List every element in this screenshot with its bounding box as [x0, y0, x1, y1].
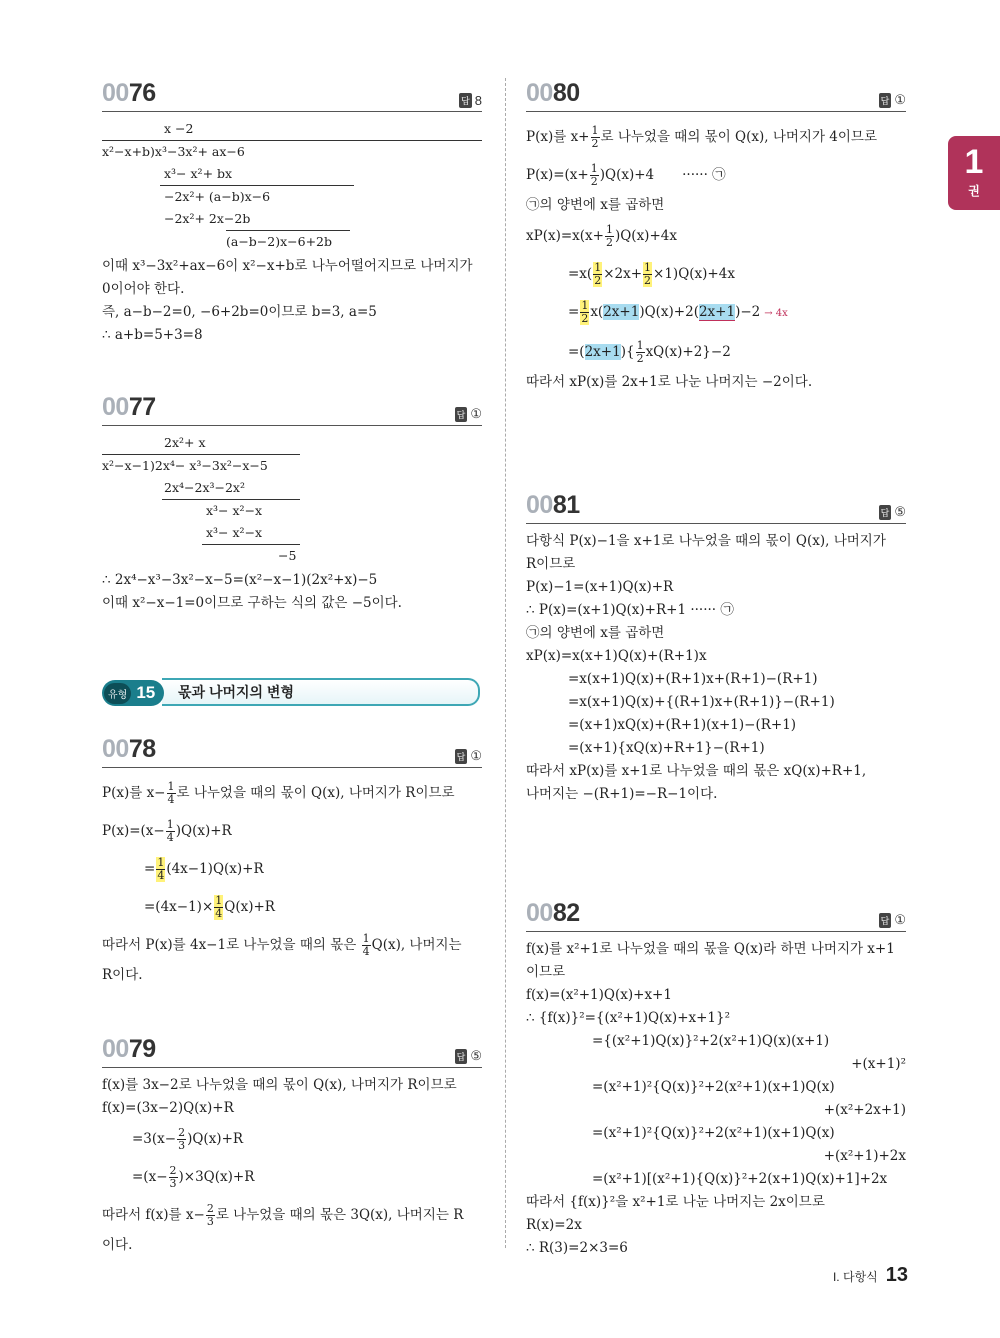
answer-tag: 답 ①: [456, 748, 482, 763]
problem-number: 0080: [526, 79, 580, 107]
problem-number: 0077: [102, 393, 156, 421]
solution-text: P(x)를 x− $\frac{1}{4}$ 로 나누었을 때의 몫이 Q(x), 나머지가 R이므로 P(x)=(x− $\frac{1}{4}$ )Q(x)+R = $\frac{1}{4}$ (4x−1)Q(x)+R =(4x−1)× $\frac{1}{4}$ Q(x)+R 따라서 P(x)를 4x−1로 나누었을 때의 몫은 $\frac{1}{4}$ Q(x), 나머지는 R이다.: [102, 780, 462, 983]
problem-header: [526, 892, 906, 932]
volume-number: 1: [964, 143, 984, 181]
problem-0080: [526, 72, 906, 394]
solution-text: 이때 x³−3x²+ax−6이 x²−x+b로 나누어떨어지므로 나머지가 0이어야 한다. 즉, a−b−2=0, −6+2b=0이므로 b=3, a=5 ∴ a+b=5+3=8: [102, 258, 473, 343]
page-number: 13: [885, 1264, 908, 1286]
problem-header: [526, 72, 906, 112]
answer-tag: 답 ①: [456, 406, 482, 421]
problem-header: [102, 728, 482, 768]
problem-number: 0082: [526, 899, 580, 927]
long-division: x −2 x²−x+b)x³−3x²+ ax−6 x³− x²+ bx −2x²+ (a−b)x−6 −2x²+ 2x−2b (a−b−2)x−6+2b: [102, 118, 482, 253]
chapter-label: I. 다항식: [832, 1270, 878, 1284]
problem-0078: [102, 728, 482, 987]
column-divider: [505, 78, 506, 1248]
problem-0079: [102, 1028, 482, 1257]
problem-number: 0079: [102, 1035, 156, 1063]
problem-number: 0078: [102, 735, 156, 763]
volume-label: 권: [968, 184, 980, 198]
problem-number: 0081: [526, 491, 580, 519]
type-header: [102, 676, 482, 710]
type-badge: 유형 15: [102, 680, 164, 706]
answer-tag: 답 8: [461, 93, 482, 108]
solution-text: f(x)를 3x−2로 나누었을 때의 몫이 Q(x), 나머지가 R이므로 f(x)=(3x−2)Q(x)+R =3(x− $\frac{2}{3}$ )Q(x)+R =(x− $\frac{2}{3}$ )×3Q(x)+R 따라서 f(x)를 x− $\frac{2}{3}$ 로 나누었을 때의 몫은 3Q(x), 나머지는 R 이다.: [102, 1077, 464, 1253]
long-division: 2x²+ x x²−x−1)2x⁴− x³−3x²−x−5 2x⁴−2x³−2x² x³− x²−x x³− x²−x −5: [102, 432, 482, 567]
page-footer: [833, 1264, 908, 1287]
type-title: 몫과 나머지의 변형: [162, 678, 480, 706]
problem-0076: [102, 72, 482, 347]
solution-text: P(x)를 x+ $\frac{1}{2}$ 로 나누었을 때의 몫이 Q(x), 나머지가 4이므로 P(x)=(x+ $\frac{1}{2}$ )Q(x)+4 ······ ㉠ ㉠의 양변에 x를 곱하면 xP(x)=x(x+ $\frac{1}{2}$ )Q(x)+4x =x( $\frac{1}{2}$ ×2x+ $\frac{1}{2}$ ×1)Q(x)+4x = $\frac{1}{2}$ x(2x+1)Q(x)+2(2x+1)−2 → 4x =(2x+1){ $\frac{1}{2}$ xQ(x)+2}−2 따라서 xP(x)를 2x+1로 나눈 나머지는 −2이다.: [526, 124, 877, 390]
problem-header: [102, 386, 482, 426]
solution-text: 다항식 P(x)−1을 x+1로 나누었을 때의 몫이 Q(x), 나머지가 R이므로 P(x)−1=(x+1)Q(x)+R ∴ P(x)=(x+1)Q(x)+R+1 ······ ㉠ ㉠의 양변에 x를 곱하면 xP(x)=x(x+1)Q(x)+(R+1)x =x(x+1)Q(x)+(R+1)x+(R+1)−(R+1) =x(x+1)Q(x)+{(R+1)x+(R+1)}−(R+1) =(x+1)xQ(x)+(R+1)(x+1)−(R+1) =(x+1){xQ(x)+R+1}−(R+1) 따라서 xP(x)를 x+1로 나누었을 때의 몫은 xQ(x)+R+1, 나머지는 −(R+1)=−R−1이다.: [526, 533, 886, 802]
problem-header: [102, 1028, 482, 1068]
answer-tag: 답 ⑤: [456, 1048, 482, 1063]
problem-number: 0076: [102, 79, 156, 107]
problem-header: [526, 484, 906, 524]
problem-0082: [526, 892, 906, 1260]
answer-tag: 답 ①: [880, 912, 906, 927]
problem-0081: [526, 484, 906, 806]
solution-text: ∴ 2x⁴−x³−3x²−x−5=(x²−x−1)(2x²+x)−5 이때 x²−x−1=0이므로 구하는 식의 값은 −5이다.: [102, 572, 402, 611]
solution-text: f(x)를 x²+1로 나누었을 때의 몫을 Q(x)라 하면 나머지가 x+1 이므로 f(x)=(x²+1)Q(x)+x+1 ∴ {f(x)}²={(x²+1)Q(x)+x+1}² ={(x²+1)Q(x)}²+2(x²+1)Q(x)(x+1) +(x+1)² =(x²+1)²{Q(x)}²+2(x²+1)(x+1)Q(x) +(x²+2x+1) =(x²+1)²{Q(x)}²+2(x²+1)(x+1)Q(x) +(x²+1)+2x =(x²+1)[(x²+1){Q(x)}²+2(x+1)Q(x)+1]+2x 따라서 {f(x)}²을 x²+1로 나눈 나머지는 2x이므로 R(x)=2x ∴ R(3)=2×3=6: [526, 941, 906, 1256]
answer-tag: 답 ⑤: [880, 504, 906, 519]
problem-header: [102, 72, 482, 112]
problem-0077: [102, 386, 482, 615]
volume-tab: [948, 136, 1000, 210]
answer-tag: 답 ①: [880, 92, 906, 107]
